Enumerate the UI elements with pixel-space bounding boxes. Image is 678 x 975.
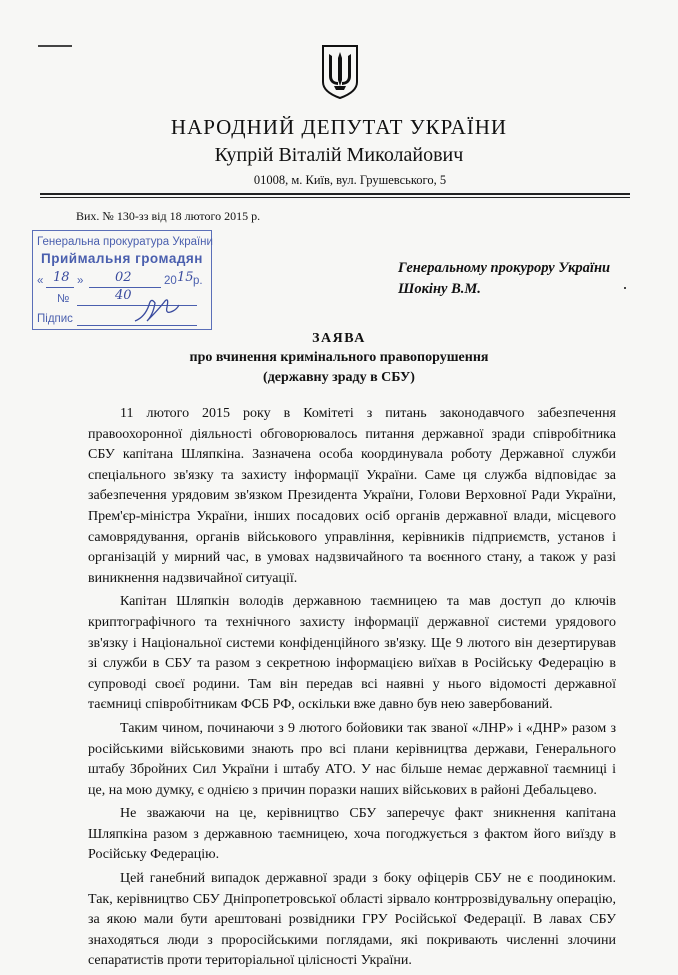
addressee-block bbox=[398, 258, 610, 300]
stamp-dept: Приймальня громадян bbox=[41, 251, 203, 266]
trident-emblem-icon bbox=[320, 44, 360, 100]
stray-dot bbox=[624, 287, 626, 289]
paragraph-5: Цей ганебний випадок державної зради з боку офіцерів СБУ не є поодиноким. Так, керівництво СБУ Дніпропетровської області зірвало контррозвідувальну операцію, за якою мали бути арештовані розвідники ГРУ Російської Федерації. В лавах СБУ знаходяться люди з проросійськими поглядами, які покривають численні злочини сепаратистів проти територіальної цілісності України. bbox=[88, 871, 616, 969]
document-body bbox=[88, 404, 616, 975]
stamp-org: Генеральна прокуратура України bbox=[37, 236, 213, 248]
stamp-year-prefix: 20 bbox=[164, 275, 177, 287]
stamp-date-mid: » bbox=[77, 275, 84, 287]
header-name: Купрій Віталій Миколайович bbox=[214, 144, 464, 166]
stamp-day: 18 bbox=[53, 270, 70, 285]
stamp-date-open: « bbox=[37, 275, 44, 287]
paragraph-2: Капітан Шляпкін володів державною таємницею та мав доступ до ключів криптографічного та технічного захисту інформації державної системи урядового зв'язку і Національної системи конфіденційного зв'язку. Ще 9 лютого він дезертирував зі служби в СБУ та разом з секретною інформацією виїхав в Російську Федерацію в супроводі своєї родини. Там він передав всі наявні у нього відомості державної таємниці співробітникам ФСБ РФ, оскільки вже давно був нею завербований. bbox=[88, 594, 616, 713]
reception-stamp bbox=[32, 230, 212, 330]
stamp-number: 40 bbox=[115, 288, 132, 303]
paragraph-3: Таким чином, починаючи з 9 лютого бойовики так званої «ЛНР» і «ДНР» разом з російськими військовими знають про всі плани керівництва держави, Генерального штабу Збройних Сил України і штабу АТО. У нас більше немає державної таємниці і це, на мою думку, є однією з причин поразки наших військових в районі Дебальцево. bbox=[88, 720, 616, 798]
stamp-sign-label: Підпис bbox=[37, 313, 73, 325]
header-rule-thin bbox=[40, 197, 630, 198]
paragraph-4: Не зважаючи на це, керівництво СБУ заперечує факт зникнення капітана Шляпкіна разом з державною таємницею, хоча погоджується з фактом його виїзду в Російську Федерацію. bbox=[88, 806, 616, 863]
stamp-year-end: р. bbox=[193, 275, 203, 287]
addressee-line1: Генеральному прокурору України bbox=[398, 260, 611, 276]
document-title: ЗАЯВА bbox=[312, 331, 366, 346]
header-address: 01008, м. Київ, вул. Грушевського, 5 bbox=[253, 173, 447, 187]
document-subtitle-1: про вчинення кримінального правопорушення bbox=[189, 350, 489, 365]
outgoing-number: Вих. № 130-зз від 18 лютого 2015 р. bbox=[76, 209, 261, 223]
stamp-month: 02 bbox=[115, 270, 132, 285]
stamp-signature-icon bbox=[131, 291, 181, 327]
addressee-line2: Шокіну В.М. bbox=[398, 281, 481, 297]
corner-dash bbox=[38, 45, 72, 47]
stamp-year-suffix: 15 bbox=[177, 270, 194, 285]
stamp-number-label: № bbox=[57, 293, 70, 305]
header-title: НАРОДНИЙ ДЕПУТАТ УКРАЇНИ bbox=[170, 115, 508, 139]
document-subtitle-2: (державну зраду в СБУ) bbox=[263, 370, 415, 385]
header-rule-thick bbox=[40, 193, 630, 195]
paragraph-1: 11 лютого 2015 року в Комітеті з питань законодавчого забезпечення правоохоронної діяльності обговорювалось питання державної зради співробітника СБУ капітана Шляпкіна. Зазначена особа координувала роботу Державної служби спеціального зв'язку та захисту інформації України. Саме ця служба відповідає за забезпечення урядовим зв'язком Президента України, Голови Верховної Ради України, Прем'єр-міністра України, інших посадових осіб органів державної влади, місцевого самоврядування, органів військового управління, керівників підприємств, установ і організацій у мирний час, в умовах надзвичайного та воєнного стану, а також у разі виникнення надзвичайної ситуації. bbox=[88, 406, 616, 586]
